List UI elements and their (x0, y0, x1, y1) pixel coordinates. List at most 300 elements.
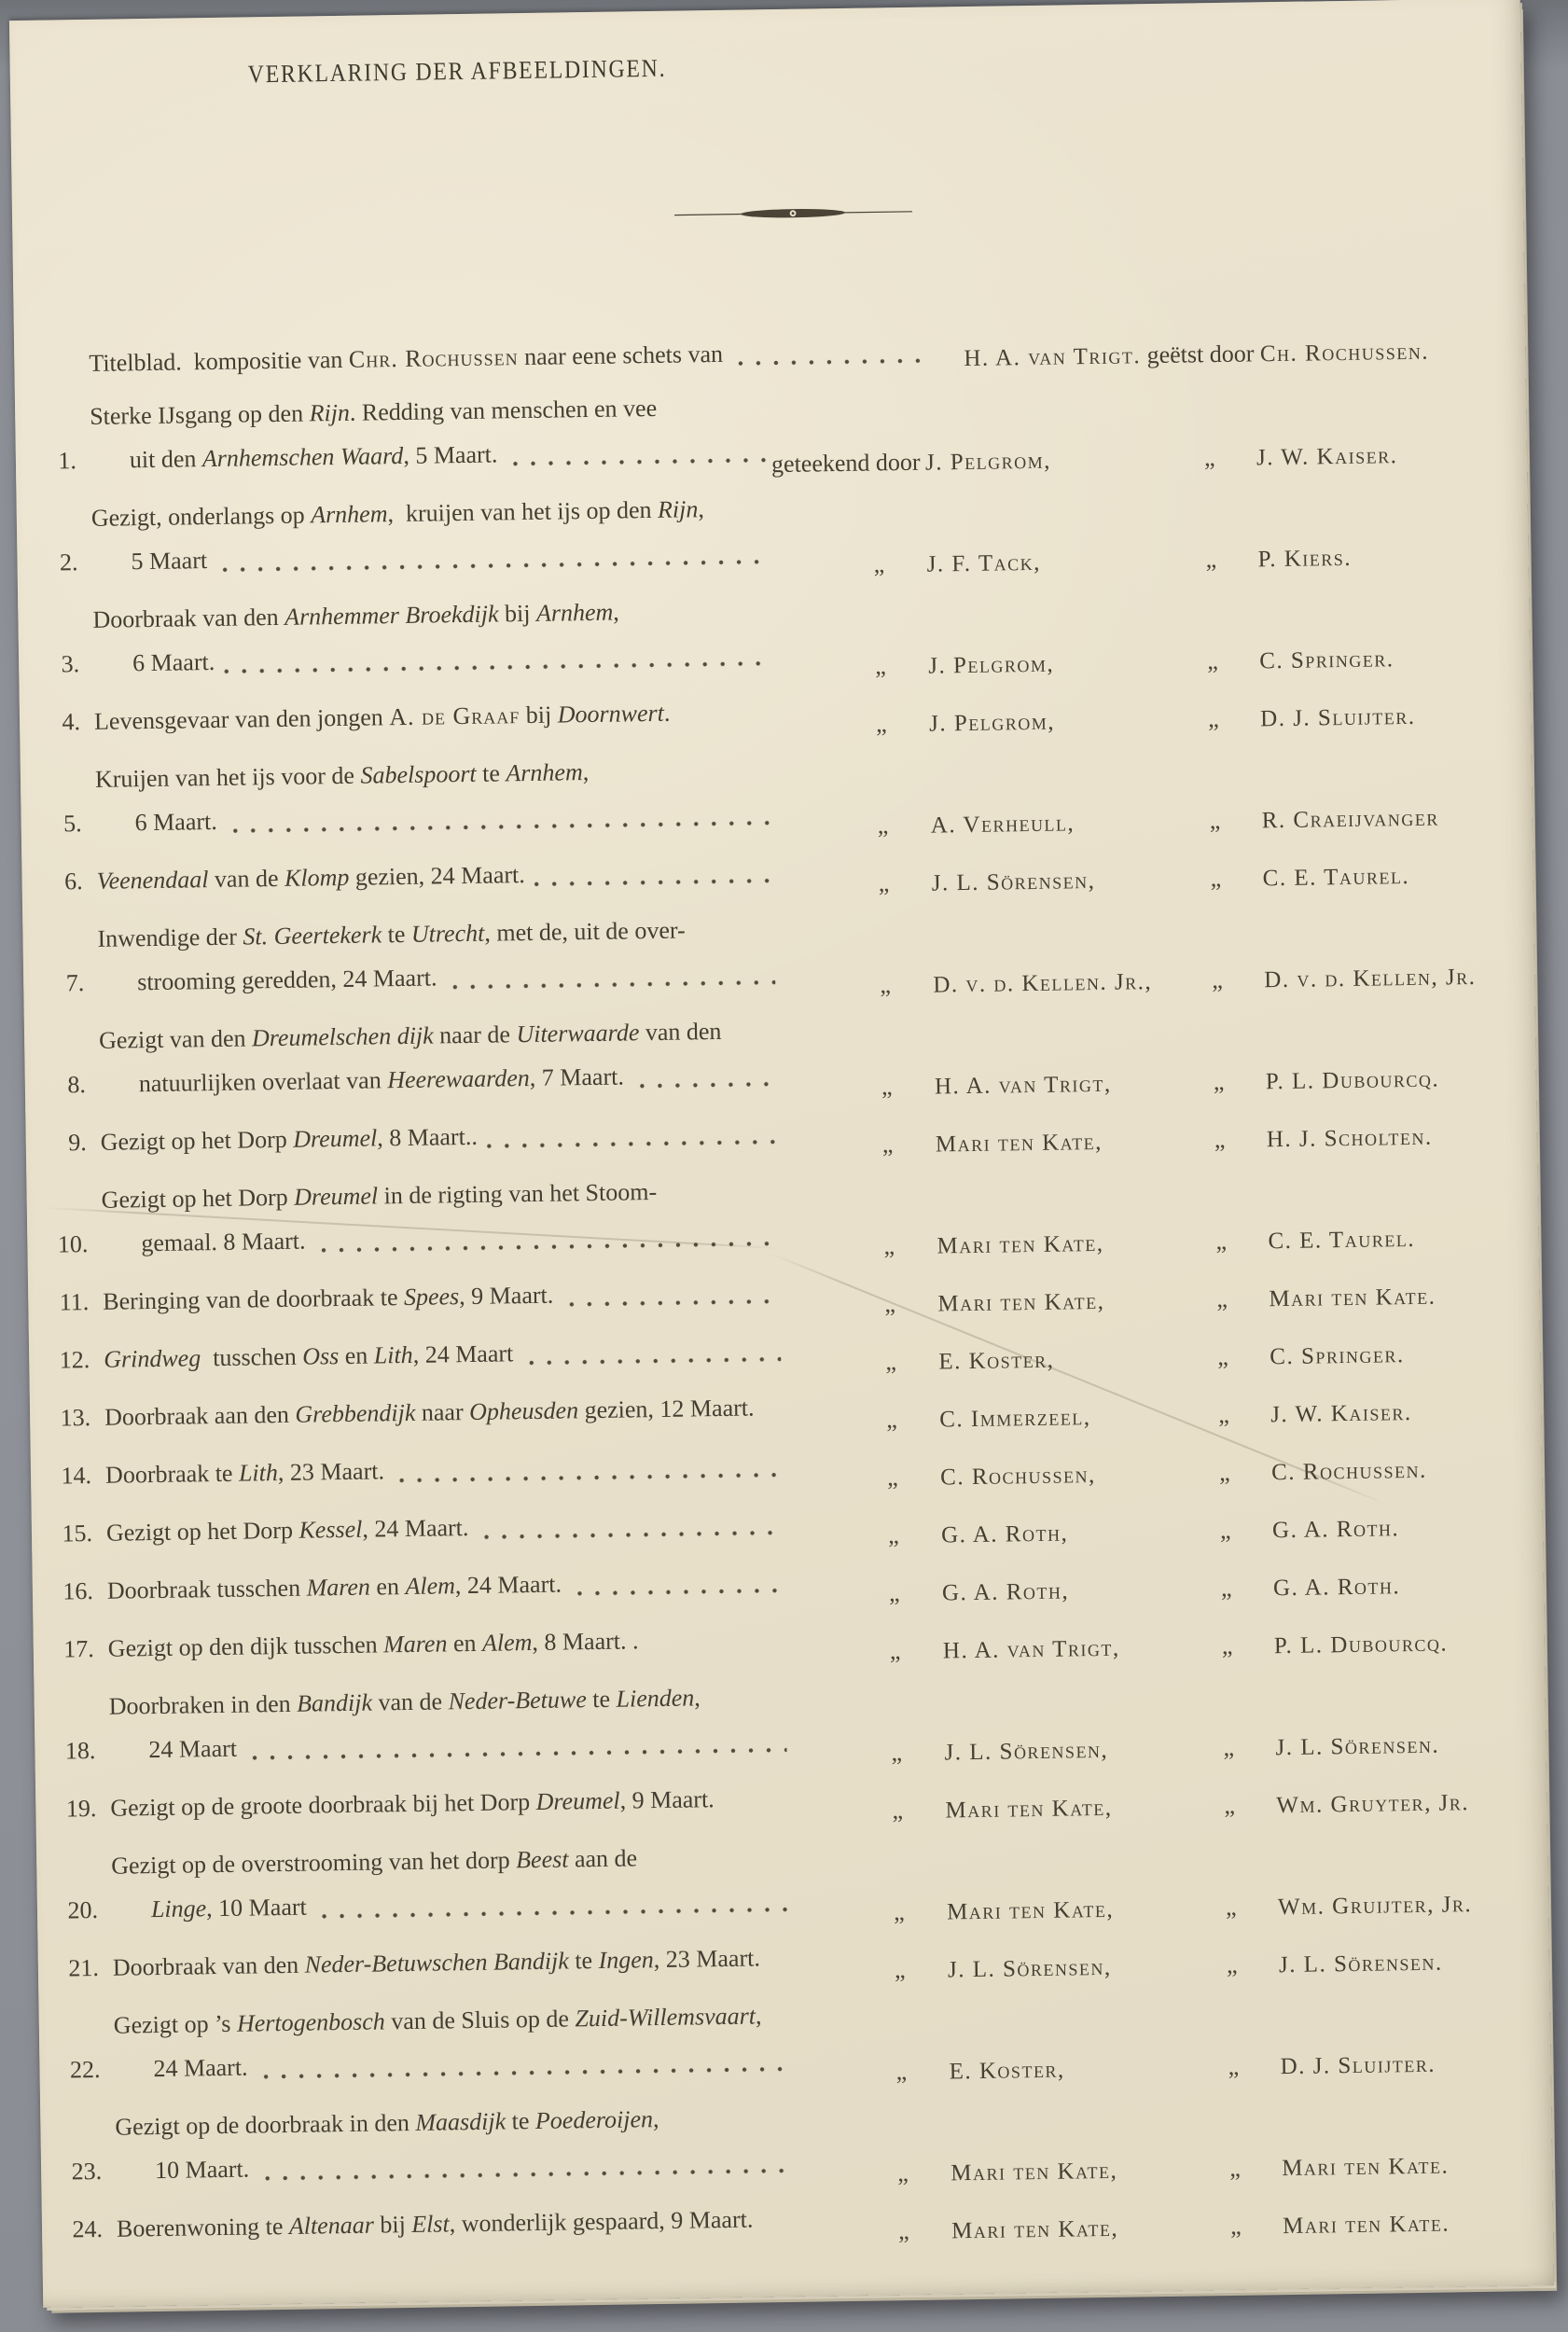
etched-by-cell (1213, 1889, 1548, 1922)
title-segment: Oss (302, 1342, 340, 1370)
drawn-name: D. v. d. Kellen. Jr., (933, 969, 1153, 998)
title-segment: gezien, 24 Maart. (349, 861, 525, 891)
etched-name: J. L. Sörensen. (1278, 1950, 1443, 1978)
entry-title-line (104, 1327, 785, 1381)
list-item (35, 736, 1533, 846)
title-segment: , (698, 495, 705, 523)
etched-name: D. J. Sluijter. (1259, 703, 1416, 732)
entry-title (110, 1776, 792, 1830)
ditto-mark: „ (873, 550, 885, 578)
ditto-mark: „ (1205, 546, 1217, 574)
drawn-by-cell (781, 1068, 1200, 1103)
title-segment: Grindweg (103, 1344, 201, 1373)
list-item (47, 1605, 1545, 1672)
entry-title-line (102, 1212, 784, 1266)
title-segment: . (663, 699, 671, 727)
etched-by-cell (1204, 1339, 1540, 1371)
drawn-name: G. A. Roth, (941, 1578, 1070, 1606)
ditto-mark: „ (883, 1232, 895, 1260)
title-segment: te (586, 1685, 617, 1714)
title-segment: Beringing van de doorbraak te (103, 1284, 405, 1315)
leader-dots (265, 2168, 793, 2181)
drawn-by-cell (788, 1575, 1208, 1609)
title-segment: Levensgevaar van den jongen (93, 703, 390, 735)
ditto-mark: „ (889, 1637, 901, 1665)
drawn-by-cell (779, 966, 1199, 1001)
title-segment: naar (415, 1397, 470, 1426)
entry-number: 21. (68, 1953, 100, 1982)
ditto-mark: „ (892, 1797, 904, 1825)
drawn-by-cell (784, 1343, 1204, 1378)
title-segment: Utrecht (410, 919, 485, 948)
etched-name: J. W. Kaiser. (1256, 443, 1398, 471)
ditto-mark: „ (1213, 1067, 1225, 1096)
ditto-mark: „ (875, 710, 887, 738)
title-segment: Arnhem (310, 500, 388, 529)
entry-number: 3. (61, 650, 80, 678)
etched-name: Wm. Gruyter, Jr. (1276, 1790, 1470, 1819)
title-segment: Maasdijk (415, 2107, 506, 2136)
leader-dots (639, 1081, 776, 1089)
etched-name: C. Rochussen. (1270, 1457, 1427, 1486)
leader-dots (223, 559, 770, 573)
title-segment: Alem (405, 1572, 456, 1601)
entry-number: 1. (58, 447, 77, 475)
etched-name: Wm. Gruijter, Jr. (1277, 1892, 1473, 1921)
title-segment: bij (373, 2211, 412, 2239)
list-item (47, 1548, 1545, 1614)
title-segment: , kruijen van het ijs op den (387, 495, 659, 528)
entry-number: 23. (71, 2157, 103, 2186)
entry-title-line (116, 2139, 798, 2193)
ditto-mark: „ (1210, 864, 1222, 893)
leader-dots (739, 358, 925, 367)
ditto-mark: „ (881, 1073, 893, 1101)
title-segment: van de (371, 1687, 449, 1716)
etched-by-cell (1217, 2208, 1553, 2241)
entry-number: 14. (61, 1462, 92, 1490)
etched-name: C. E. Taurel. (1262, 863, 1410, 892)
title-segment: A. de Graaf (389, 701, 520, 731)
title-segment: Chr. Rochussen (348, 343, 519, 373)
title-segment: Bandijk (296, 1688, 373, 1717)
etched-name: P. L. Dubourcq. (1265, 1066, 1440, 1095)
title-segment: Doorbraak van den (92, 603, 285, 633)
entry-title-line (90, 428, 772, 482)
entry-number: 24. (72, 2214, 104, 2243)
etched-by-cell (1205, 1396, 1541, 1429)
drawn-name: Mari ten Kate, (937, 1230, 1104, 1259)
title-segment: Arnhemschen Waard (201, 441, 404, 473)
ditto-mark: „ (888, 1579, 900, 1607)
list-item (44, 1374, 1542, 1440)
entry-title (108, 1674, 790, 1772)
ditto-mark: „ (1224, 1791, 1236, 1820)
etched-by-cell (1192, 541, 1528, 574)
entry-title-line (107, 1617, 789, 1671)
title-segment: en (369, 1573, 406, 1601)
entry-title-line (117, 2197, 798, 2251)
ditto-mark: „ (875, 652, 887, 680)
entry-number: 12. (59, 1346, 90, 1374)
leader-dots (529, 1356, 781, 1366)
title-segment: . Redding van menschen en vee (349, 394, 658, 426)
title-segment: Sterke IJsgang op den (89, 399, 310, 430)
page-title: VERKLARING DER AFBEELDINGEN. (247, 53, 667, 89)
drawn-by-cell (784, 1285, 1203, 1320)
drawn-by-cell (786, 1459, 1206, 1493)
title-segment: , 8 Maart.. (377, 1122, 479, 1152)
ditto-mark: „ (1216, 1284, 1228, 1313)
title-segment: 24 Maart (148, 1734, 243, 1764)
title-segment: Dreumel (535, 1786, 620, 1815)
entry-title-line (107, 1559, 789, 1613)
ditto-mark: „ (878, 869, 890, 897)
drawn-name: Mari ten Kate, (946, 1896, 1115, 1925)
title-segment: Doornwert (557, 699, 665, 729)
leader-dots (569, 1298, 781, 1307)
drawn-name: A. Verheull, (930, 811, 1075, 839)
ditto-mark: „ (1223, 1733, 1235, 1762)
title-segment: , 9 Maart. (619, 1785, 715, 1814)
entry-title-line (110, 1776, 792, 1830)
entry-number: 6. (63, 868, 83, 895)
title-segment: van den (639, 1017, 722, 1047)
entry-number: 13. (60, 1404, 91, 1432)
ditto-mark: „ (1228, 2154, 1241, 2182)
ditto-mark: „ (1209, 806, 1221, 835)
title-segment: , (613, 598, 619, 626)
ditto-mark: „ (1214, 1125, 1226, 1154)
drawn-by-cell (798, 2213, 1217, 2247)
etched-name: D. v. d. Kellen, Jr. (1264, 964, 1477, 993)
ditto-mark: „ (1219, 1516, 1231, 1545)
entry-number: 5. (62, 810, 82, 838)
list-item (30, 475, 1528, 585)
title-segment: Doorbraken in den (108, 1689, 298, 1720)
drawn-name: Mari ten Kate, (951, 2158, 1118, 2186)
title-segment: , 8 Maart. . (532, 1627, 639, 1657)
entry-title-line (99, 1052, 781, 1106)
title-segment: Lienden (616, 1684, 695, 1713)
ditto-mark: „ (1207, 704, 1219, 733)
drawn-by-cell (791, 1792, 1211, 1826)
entry-title (103, 1270, 784, 1324)
ditto-mark: „ (880, 971, 892, 999)
drawn-by-cell (772, 546, 1192, 580)
entry-title (104, 1327, 785, 1381)
list-item (32, 576, 1530, 687)
list-item (56, 2186, 1554, 2252)
etched-by-cell (1202, 1223, 1538, 1256)
drawn-name: J. F. Tack, (926, 549, 1042, 577)
title-segment: Doorbraak te (104, 1459, 240, 1489)
ditto-mark: „ (1221, 1631, 1233, 1660)
etched-by-label: geëtst door (1140, 340, 1261, 369)
leader-dots (452, 979, 775, 990)
entry-title (92, 588, 774, 686)
ditto-mark: „ (1203, 444, 1215, 472)
title-segment: , 23 Maart. (653, 1944, 761, 1974)
title-segment: Gezigt, onderlangs op (90, 501, 312, 532)
leader-dots (322, 1907, 789, 1919)
entry-number: 10. (57, 1230, 89, 1258)
entry-title (94, 689, 776, 743)
title-segment: Inwendige der (97, 923, 243, 952)
entry-number: 4. (62, 708, 81, 736)
entry-number: 16. (62, 1577, 94, 1605)
title-segment: Gezigt van den (98, 1024, 253, 1054)
title-segment: en (447, 1629, 483, 1658)
title-segment: Hertogenbosch (236, 2007, 385, 2037)
etched-by-cell (1203, 1281, 1539, 1313)
header-drawn-name: H. A. van Trigt. (964, 343, 1142, 372)
title-segment: Grebbendijk (295, 1398, 416, 1428)
etched-by-cell (1200, 1063, 1536, 1096)
title-segment: , 7 Maart. (529, 1062, 631, 1091)
title-segment: naar de (433, 1020, 517, 1049)
title-segment: , 23 Maart. (277, 1457, 391, 1487)
drawn-name: C. Rochussen, (939, 1463, 1096, 1491)
entry-title-line (95, 791, 777, 845)
title-segment: Doorbraak tusschen (106, 1574, 307, 1604)
etched-by-cell (1207, 1512, 1543, 1545)
leader-dots (513, 457, 768, 466)
entry-title-line (98, 951, 780, 1005)
title-segment: Klomp (284, 863, 350, 892)
entry-number: 17. (63, 1634, 95, 1663)
title-segment: en (339, 1341, 374, 1370)
title-segment: uit den (129, 445, 203, 474)
etched-by-cell (1191, 439, 1527, 472)
title-segment: Gezigt op den dijk tusschen (107, 1631, 384, 1662)
entry-number: 11. (59, 1288, 90, 1316)
entry-title (104, 1385, 786, 1439)
title-segment: Gezigt op ’s (113, 2009, 238, 2039)
title-segment: , 24 Maart (412, 1340, 520, 1368)
title-segment: te (381, 920, 412, 949)
list-item (52, 1982, 1550, 2092)
title-segment: gezien, 12 Maart. (577, 1394, 755, 1424)
title-segment: van de Sluis op de (384, 2005, 576, 2035)
list-item (46, 1490, 1544, 1556)
etched-name: G. A. Roth. (1272, 1574, 1401, 1602)
title-segment: Zuid-Willemsvaart (575, 2002, 756, 2033)
entry-title (111, 1834, 793, 1932)
title-segment: , wonderlijk gespaard, 9 Maart. (449, 2205, 754, 2238)
ditto-mark: „ (897, 2217, 909, 2245)
ditto-mark: „ (1217, 1342, 1229, 1371)
title-segment: van de (208, 864, 285, 894)
ditto-mark: „ (897, 2159, 909, 2187)
etched-by-cell (1194, 643, 1530, 675)
drawn-name: G. A. Roth, (940, 1520, 1069, 1548)
leader-dots (400, 1472, 784, 1483)
ditto-mark: „ (895, 2058, 908, 2086)
header-etched-name: Ch. Rochussen. (1259, 339, 1430, 368)
drawn-by-label: geteekend door (770, 448, 921, 479)
entry-title-line (91, 530, 773, 584)
drawn-name: Mari ten Kate, (951, 2215, 1119, 2244)
list-item (38, 997, 1536, 1107)
title-segment: , 5 Maart. (403, 440, 505, 469)
title-segment: , (652, 2105, 659, 2133)
etched-name: Mari ten Kate. (1269, 1284, 1436, 1312)
title-segment: gemaal. 8 Maart. (141, 1227, 312, 1257)
entry-title (90, 486, 772, 584)
title-segment: , met de, uit de over- (484, 916, 686, 947)
title-segment: bij (520, 701, 558, 729)
drawn-name: Mari ten Kate, (935, 1129, 1103, 1158)
drawn-name: Mari ten Kate, (945, 1795, 1113, 1824)
title-segment: 6 Maart. (132, 647, 215, 677)
title-segment: naar eene schets van (518, 340, 729, 371)
title-segment: Beest (515, 1845, 569, 1874)
drawn-by-cell (783, 1228, 1202, 1262)
title-segment: Arnhem (535, 598, 614, 627)
entry-title-line (105, 1443, 787, 1497)
etched-by-cell (1197, 802, 1533, 835)
header-title-line (89, 329, 929, 385)
drawn-name: H. A. van Trigt, (942, 1635, 1120, 1664)
title-segment: Altenaar (288, 2211, 375, 2240)
etched-name: Mari ten Kate. (1282, 2153, 1450, 2182)
drawn-name: J. Pelgrom, (928, 709, 1056, 737)
title-segment: Titelblad. kompositie van (89, 345, 350, 377)
drawn-name: J. Pelgrom, (924, 448, 1052, 476)
title-segment: Boerenwoning te (116, 2212, 290, 2242)
drawn-by-cell (785, 1401, 1205, 1436)
title-segment: Heerewaarden (386, 1064, 530, 1094)
etched-name: C. Springer. (1259, 646, 1395, 674)
etched-name: J. L. Sörensen. (1275, 1732, 1440, 1761)
title-segment: , 9 Maart. (458, 1281, 560, 1311)
title-segment: Poederoijen (534, 2105, 654, 2135)
list-item (29, 373, 1527, 483)
etched-by-cell (1209, 1628, 1545, 1660)
drawn-name: J. L. Sörensen, (931, 868, 1096, 896)
title-segment: aan de (568, 1844, 638, 1873)
drawn-name: Mari ten Kate, (937, 1288, 1105, 1317)
ditto-mark: „ (1212, 965, 1224, 994)
title-segment: 10 Maart. (154, 2155, 256, 2185)
drawn-by-cell (790, 1734, 1210, 1769)
title-segment: Lith (238, 1459, 279, 1487)
etched-by-cell (1201, 1121, 1537, 1154)
leader-dots (534, 878, 774, 887)
title-segment: Dreumel (293, 1182, 379, 1211)
etched-by-cell (1214, 2048, 1550, 2081)
list-item (42, 1258, 1540, 1325)
drawn-by-cell (775, 705, 1195, 740)
title-segment: , 24 Maart. (454, 1570, 568, 1600)
ditto-mark: „ (1218, 1458, 1230, 1487)
entry-number: 9. (68, 1129, 87, 1157)
etched-name: Mari ten Kate. (1282, 2211, 1450, 2240)
drawn-name: J. L. Sörensen, (947, 1954, 1112, 1983)
entry-title (107, 1617, 789, 1671)
leader-dots (487, 1139, 778, 1149)
ditto-mark: „ (884, 1290, 896, 1318)
etched-by-cell (1211, 1787, 1547, 1820)
etched-name: D. J. Sluijter. (1280, 2051, 1436, 2080)
entry-number: 18. (64, 1736, 96, 1765)
ditto-mark: „ (1220, 1574, 1232, 1603)
title-segment: Arnhemmer Broekdijk (284, 600, 499, 631)
drawn-name: H. A. van Trigt, (934, 1071, 1112, 1100)
ditto-mark: „ (1229, 2212, 1242, 2240)
drawn-by-cell (771, 444, 1191, 479)
drawn-by-cell (795, 2053, 1214, 2088)
drawn-by-cell (778, 865, 1198, 899)
etched-by-cell (1214, 1947, 1549, 1979)
title-segment: Kruijen van het ijs voor de (94, 761, 361, 793)
title-segment: strooming geredden, 24 Maart. (136, 964, 444, 996)
title-segment: Uiterwaarde (516, 1019, 640, 1048)
drawn-by-cell (789, 1632, 1209, 1667)
title-segment: bij (498, 599, 537, 628)
title-segment: tusschen (200, 1342, 303, 1372)
ditto-mark: „ (893, 1898, 905, 1926)
title-segment: Kessel (298, 1515, 363, 1544)
entry-title-line (113, 1936, 795, 1990)
entry-title-line (106, 1501, 788, 1555)
etched-by-cell (1210, 1729, 1546, 1762)
ditto-mark: „ (1226, 1950, 1238, 1979)
title-segment: Gezigt op de overstrooming van het dorp (111, 1846, 517, 1880)
title-segment: Gezigt op de groote doorbraak bij het Dorp (110, 1787, 536, 1822)
header-title-block (89, 329, 929, 385)
leader-dots (224, 660, 770, 674)
entry-title (106, 1501, 788, 1555)
list-item (36, 895, 1534, 1006)
title-segment: in de rigting van het Stoom- (377, 1177, 658, 1210)
ditto-mark: „ (887, 1521, 899, 1549)
entry-title (99, 1008, 781, 1106)
title-segment: Lith (373, 1340, 413, 1369)
list-item (52, 1924, 1550, 1991)
leader-dots (253, 1747, 787, 1760)
list-item (54, 2084, 1552, 2194)
title-segment: Arnhem (506, 758, 583, 787)
etched-name: C. Springer. (1270, 1342, 1405, 1370)
entry-title (113, 1936, 795, 1990)
ditto-mark: „ (886, 1406, 898, 1434)
drawn-by-cell (787, 1517, 1207, 1551)
title-segment: Dreumel (293, 1124, 378, 1153)
entry-number (29, 385, 76, 386)
entries-list (29, 373, 1553, 2252)
entry-title-line (112, 1878, 794, 1932)
leader-dots (484, 1530, 784, 1540)
drawn-name: C. Immerzeel, (939, 1405, 1091, 1433)
drawn-name: E. Koster, (949, 2057, 1065, 2085)
title-segment: Opheusden (468, 1396, 579, 1425)
title-segment: Neder-Betuwe (448, 1686, 588, 1715)
etched-name: H. J. Scholten. (1266, 1124, 1433, 1153)
ditto-mark: „ (881, 1131, 894, 1159)
document-page (9, 0, 1554, 2308)
drawn-name: J. Pelgrom, (928, 651, 1055, 679)
list-item (34, 678, 1532, 744)
leader-dots (232, 820, 772, 834)
title-segment: , (755, 2002, 762, 2030)
list-item (35, 838, 1533, 904)
etched-name: P. L. Dubourcq. (1273, 1631, 1449, 1659)
leader-dots (321, 1241, 779, 1253)
entry-title (100, 1110, 782, 1164)
title-segment: Linge (150, 1895, 207, 1923)
